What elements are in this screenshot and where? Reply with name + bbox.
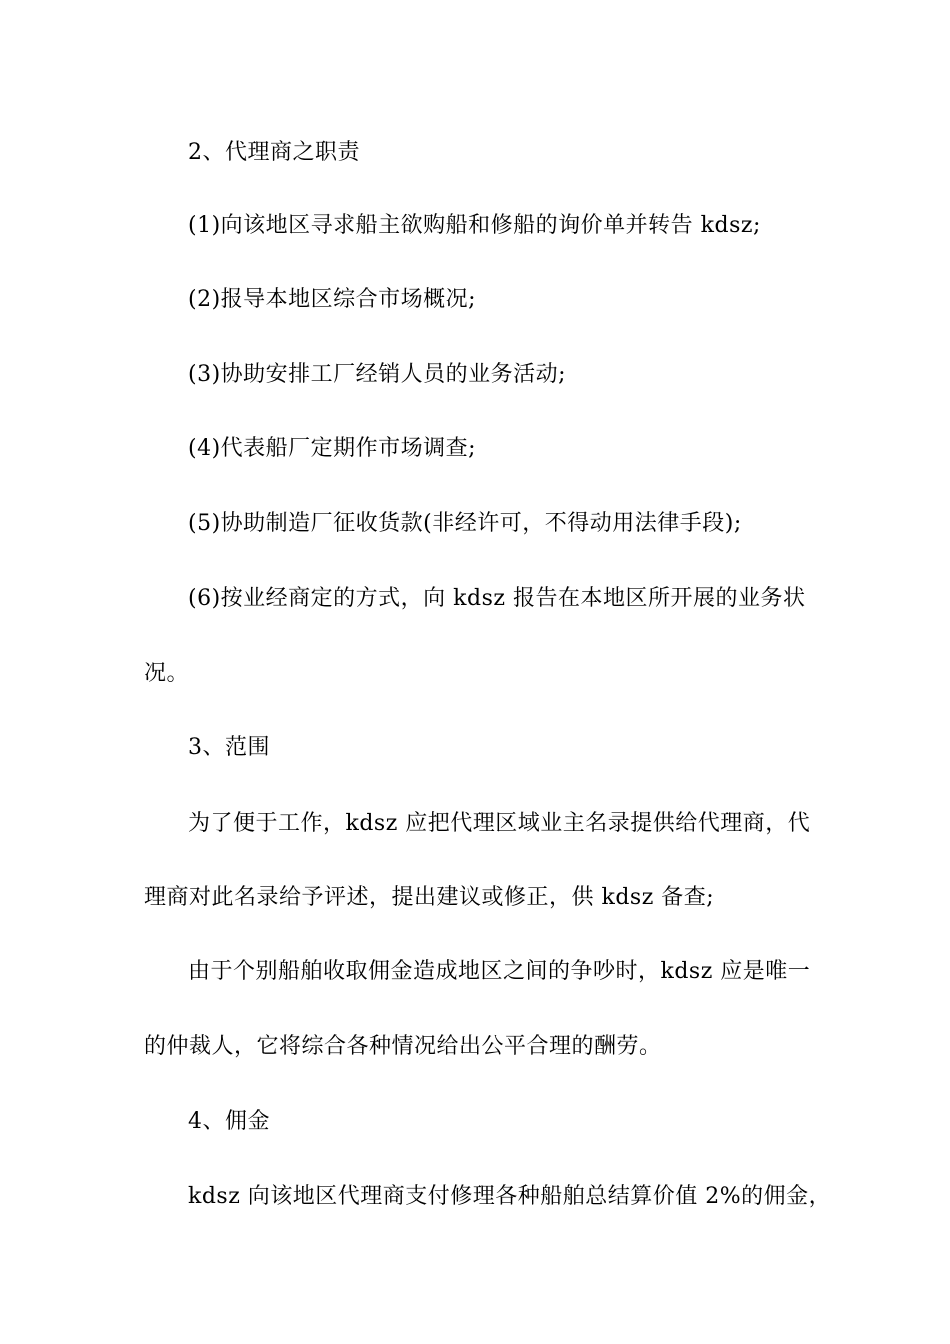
- section-heading-scope: 3、范围: [188, 735, 270, 760]
- section-heading-commission: 4、佣金: [188, 1109, 270, 1134]
- duty-item-6: (6)按业经商定的方式，向 kdsz 报告在本地区所开展的业务状: [188, 586, 806, 611]
- duty-item-5: (5)协助制造厂征收货款(非经许可，不得动用法律手段);: [188, 511, 742, 536]
- scope-paragraph-2-line-1: 由于个别船舶收取佣金造成地区之间的争吵时，kdsz 应是唯一: [188, 959, 811, 984]
- section-heading-duties: 2、代理商之职责: [188, 140, 360, 165]
- duty-item-3: (3)协助安排工厂经销人员的业务活动;: [188, 362, 567, 387]
- duty-item-6-continuation: 况。: [144, 661, 190, 686]
- scope-paragraph-1-line-1: 为了便于工作，kdsz 应把代理区域业主名录提供给代理商，代: [188, 811, 811, 836]
- duty-item-2: (2)报导本地区综合市场概况;: [188, 287, 477, 312]
- scope-paragraph-2-line-2: 的仲裁人，它将综合各种情况给出公平合理的酬劳。: [144, 1034, 662, 1059]
- duty-item-1: (1)向该地区寻求船主欲购船和修船的询价单并转告 kdsz;: [188, 213, 761, 238]
- duty-item-4: (4)代表船厂定期作市场调查;: [188, 436, 477, 461]
- scope-paragraph-1-line-2: 理商对此名录给予评述，提出建议或修正，供 kdsz 备查;: [144, 885, 715, 910]
- commission-paragraph-line-1: kdsz 向该地区代理商支付修理各种船舶总结算价值 2%的佣金，: [188, 1184, 832, 1209]
